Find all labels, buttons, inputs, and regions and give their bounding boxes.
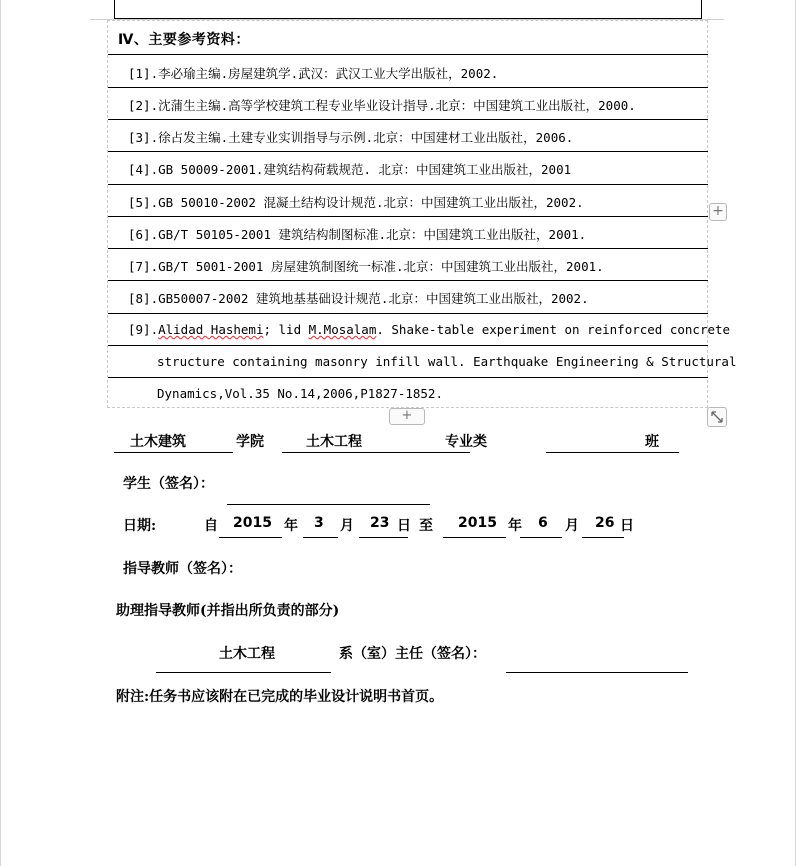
reference-item-9-rest: . Shake-table experiment on reinforced concrete	[376, 322, 731, 337]
table-row[interactable]	[108, 248, 708, 274]
reference-item-9-author2: M.Mosalam	[308, 322, 377, 337]
reference-item-7: [7].GB/T 5001-2001 房屋建筑制图统一标准.北京：中国建筑工业出版社，2001.	[128, 259, 604, 274]
start-year: 2015	[233, 515, 272, 531]
start-year-underline	[219, 537, 282, 538]
start-year-label: 年	[284, 518, 298, 534]
table-row[interactable]	[108, 345, 737, 369]
department-head-signature-line[interactable]	[506, 672, 688, 673]
from-label: 自	[204, 518, 218, 534]
reference-item-9-author1: Alidad Hashemi	[158, 322, 264, 337]
college-label: 学院	[236, 434, 264, 450]
table-row[interactable]	[108, 313, 731, 345]
end-month: 6	[538, 515, 548, 531]
advisor-signature-label: 指导教师（签名）：	[123, 561, 242, 577]
previous-table-fragment	[114, 0, 702, 19]
start-month-underline	[303, 537, 338, 538]
table-row[interactable]	[108, 280, 708, 306]
department-name-underline	[156, 672, 331, 673]
table-row[interactable]	[108, 216, 708, 242]
reference-item-4: [4].GB 50009-2001.建筑结构荷载规范. 北京：中国建筑工业出版社，2001	[128, 162, 572, 177]
to-label: 至	[419, 518, 433, 534]
reference-item-1: [1].李必瑜主编.房屋建筑学.武汉：武汉工业大学出版社，2002.	[128, 66, 499, 81]
start-day: 23	[370, 515, 390, 531]
table-row[interactable]	[108, 184, 708, 210]
end-day: 26	[595, 515, 615, 531]
references-table[interactable]	[107, 20, 737, 408]
start-day-underline	[359, 537, 408, 538]
department-value: 土木建筑	[130, 434, 186, 450]
references-heading: Ⅳ、主要参考资料：	[118, 32, 250, 48]
assistant-advisor-label: 助理指导教师(并指出所负责的部分)	[116, 603, 340, 619]
add-row-button[interactable]: +	[389, 408, 425, 425]
table-row[interactable]	[108, 54, 708, 81]
end-month-label: 月	[565, 518, 579, 534]
department-name: 土木工程	[219, 646, 275, 662]
end-year-underline	[443, 537, 506, 538]
major-label: 专业类	[445, 434, 487, 450]
reference-item-5: [5].GB 50010-2002 混凝土结构设计规范.北京：中国建筑工业出版社，2002.	[128, 195, 584, 210]
reference-item-3: [3].徐占发主编.土建专业实训指导与示例.北京：中国建材工业出版社，2006.	[128, 130, 574, 145]
end-year: 2015	[458, 515, 497, 531]
start-month-label: 月	[340, 518, 354, 534]
student-signature-line[interactable]	[227, 504, 430, 505]
start-day-label: 日	[397, 518, 411, 534]
table-row[interactable]	[108, 119, 708, 145]
reference-item-9-line1	[128, 322, 730, 337]
start-month: 3	[314, 515, 324, 531]
major-value: 土木工程	[306, 434, 362, 450]
reference-item-9-line2: structure containing masonry infill wall. Earthquake Engineering & Structural	[157, 354, 737, 369]
student-signature-label: 学生（签名）：	[123, 476, 214, 492]
reference-item-9-sep: ; lid	[263, 322, 309, 337]
end-day-label: 日	[620, 518, 634, 534]
department-head-label: 系（室）主任（签名）：	[339, 646, 486, 662]
resize-diagonal-icon[interactable]	[707, 407, 727, 427]
page-left-edge	[0, 0, 1, 866]
table-row[interactable]	[108, 151, 708, 177]
reference-item-9-prefix: [9].	[128, 322, 159, 337]
date-label: 日期:	[123, 518, 157, 534]
footnote: 附注:任务书应该附在已完成的毕业设计说明书首页。	[116, 689, 444, 705]
table-row[interactable]	[108, 87, 708, 113]
reference-item-9-line3: Dynamics,Vol.35 No.14,2006,P1827-1852.	[157, 386, 443, 401]
major-underline	[282, 452, 470, 453]
reference-item-6: [6].GB/T 50105-2001 建筑结构制图标准.北京：中国建筑工业出版社，2001.	[128, 227, 587, 242]
department-underline	[114, 452, 233, 453]
class-underline	[546, 452, 679, 453]
reference-item-2: [2].沈蒲生主编.高等学校建筑工程专业毕业设计指导.北京：中国建筑工业出版社，2000.	[128, 98, 636, 113]
end-month-underline	[520, 537, 562, 538]
end-year-label: 年	[508, 518, 522, 534]
end-day-underline	[582, 537, 624, 538]
add-column-button[interactable]: +	[709, 203, 727, 221]
table-row[interactable]	[108, 377, 708, 401]
class-label: 班	[645, 434, 659, 450]
reference-item-8: [8].GB50007-2002 建筑地基基础设计规范.北京：中国建筑工业出版社，2002.	[128, 291, 589, 306]
